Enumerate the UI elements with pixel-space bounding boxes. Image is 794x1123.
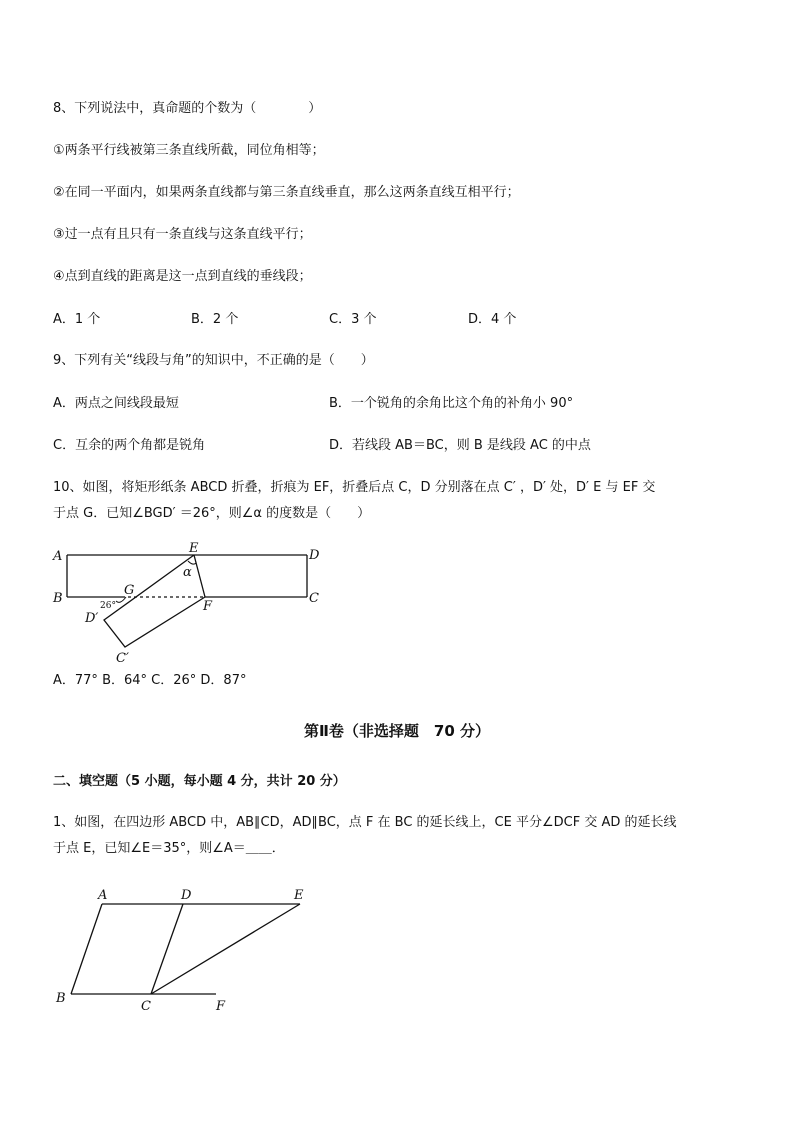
part-2-title: 第Ⅱ卷（非选择题 70 分） <box>304 722 490 740</box>
label-angle-26: 26° <box>100 601 116 611</box>
label-d: D <box>181 888 192 903</box>
f1-figure <box>50 878 320 1018</box>
label-f: F <box>203 599 213 614</box>
alpha-arc <box>188 561 196 564</box>
q9-option-b: B．一个锐角的余角比这个角的补角小 90° <box>329 396 574 411</box>
q8-statement-1: ①两条平行线被第三条直线所截，同位角相等； <box>53 143 325 158</box>
label-c: C <box>309 591 319 606</box>
q9-option-c: C．互余的两个角都是锐角 <box>53 438 206 453</box>
q8-option-b: B．2 个 <box>191 312 239 327</box>
label-c: C <box>141 999 151 1014</box>
label-g: G <box>124 583 135 598</box>
q10-figure <box>50 538 350 670</box>
q10-stem-line-1: 10、如图，将矩形纸条 ABCD 折叠，折痕为 EF，折叠后点 C，D 分别落在点 C′ ，D′ 处，D′ E 与 EF 交 <box>53 480 656 495</box>
label-alpha: α <box>183 565 192 580</box>
label-e: E <box>294 888 304 903</box>
label-b: B <box>56 991 66 1006</box>
q9-stem: 9、下列有关“线段与角”的知识中，不正确的是（ ） <box>53 353 374 368</box>
line-ab <box>71 904 102 994</box>
q8-option-d: D．4 个 <box>468 312 517 327</box>
label-d: D <box>309 548 320 563</box>
label-b: B <box>53 591 63 606</box>
q8-statement-4: ④点到直线的距离是这一点到直线的垂线段； <box>53 269 312 284</box>
line-dc <box>151 904 183 994</box>
q10-stem-line-2: 于点 G．已知∠BGD′ ＝26°，则∠α 的度数是（ ） <box>53 506 371 521</box>
label-d-prime: D′ <box>85 611 99 626</box>
q9-option-a: A．两点之间线段最短 <box>53 396 179 411</box>
label-f: F <box>216 999 226 1014</box>
label-a: A <box>98 888 108 903</box>
f1-stem-line-2: 于点 E，已知∠E＝35°，则∠A＝＿＿． <box>53 841 285 856</box>
q10-options: A．77° B．64° C．26° D．87° <box>53 673 247 688</box>
label-e: E <box>189 541 199 556</box>
label-a: A <box>53 549 63 564</box>
label-c-prime: C′ <box>116 651 129 666</box>
q8-stem: 8、下列说法中，真命题的个数为（ ） <box>53 101 322 116</box>
line-ce <box>151 904 300 994</box>
section-title: 二、填空题（5 小题，每小题 4 分，共计 20 分） <box>53 774 346 789</box>
q8-statement-3: ③过一点有且只有一条直线与这条直线平行； <box>53 227 312 242</box>
fold-line-ef <box>194 555 205 597</box>
q9-option-d: D．若线段 AB＝BC，则 B 是线段 AC 的中点 <box>329 438 591 453</box>
q8-statement-2: ②在同一平面内，如果两条直线都与第三条直线垂直，那么这两条直线互相平行； <box>53 185 520 200</box>
q8-option-a: A．1 个 <box>53 312 101 327</box>
q8-option-c: C．3 个 <box>329 312 377 327</box>
f1-stem-line-1: 1、如图，在四边形 ABCD 中，AB∥CD，AD∥BC，点 F 在 BC 的延长线上，CE 平分∠DCF 交 AD 的延长线 <box>53 815 677 830</box>
